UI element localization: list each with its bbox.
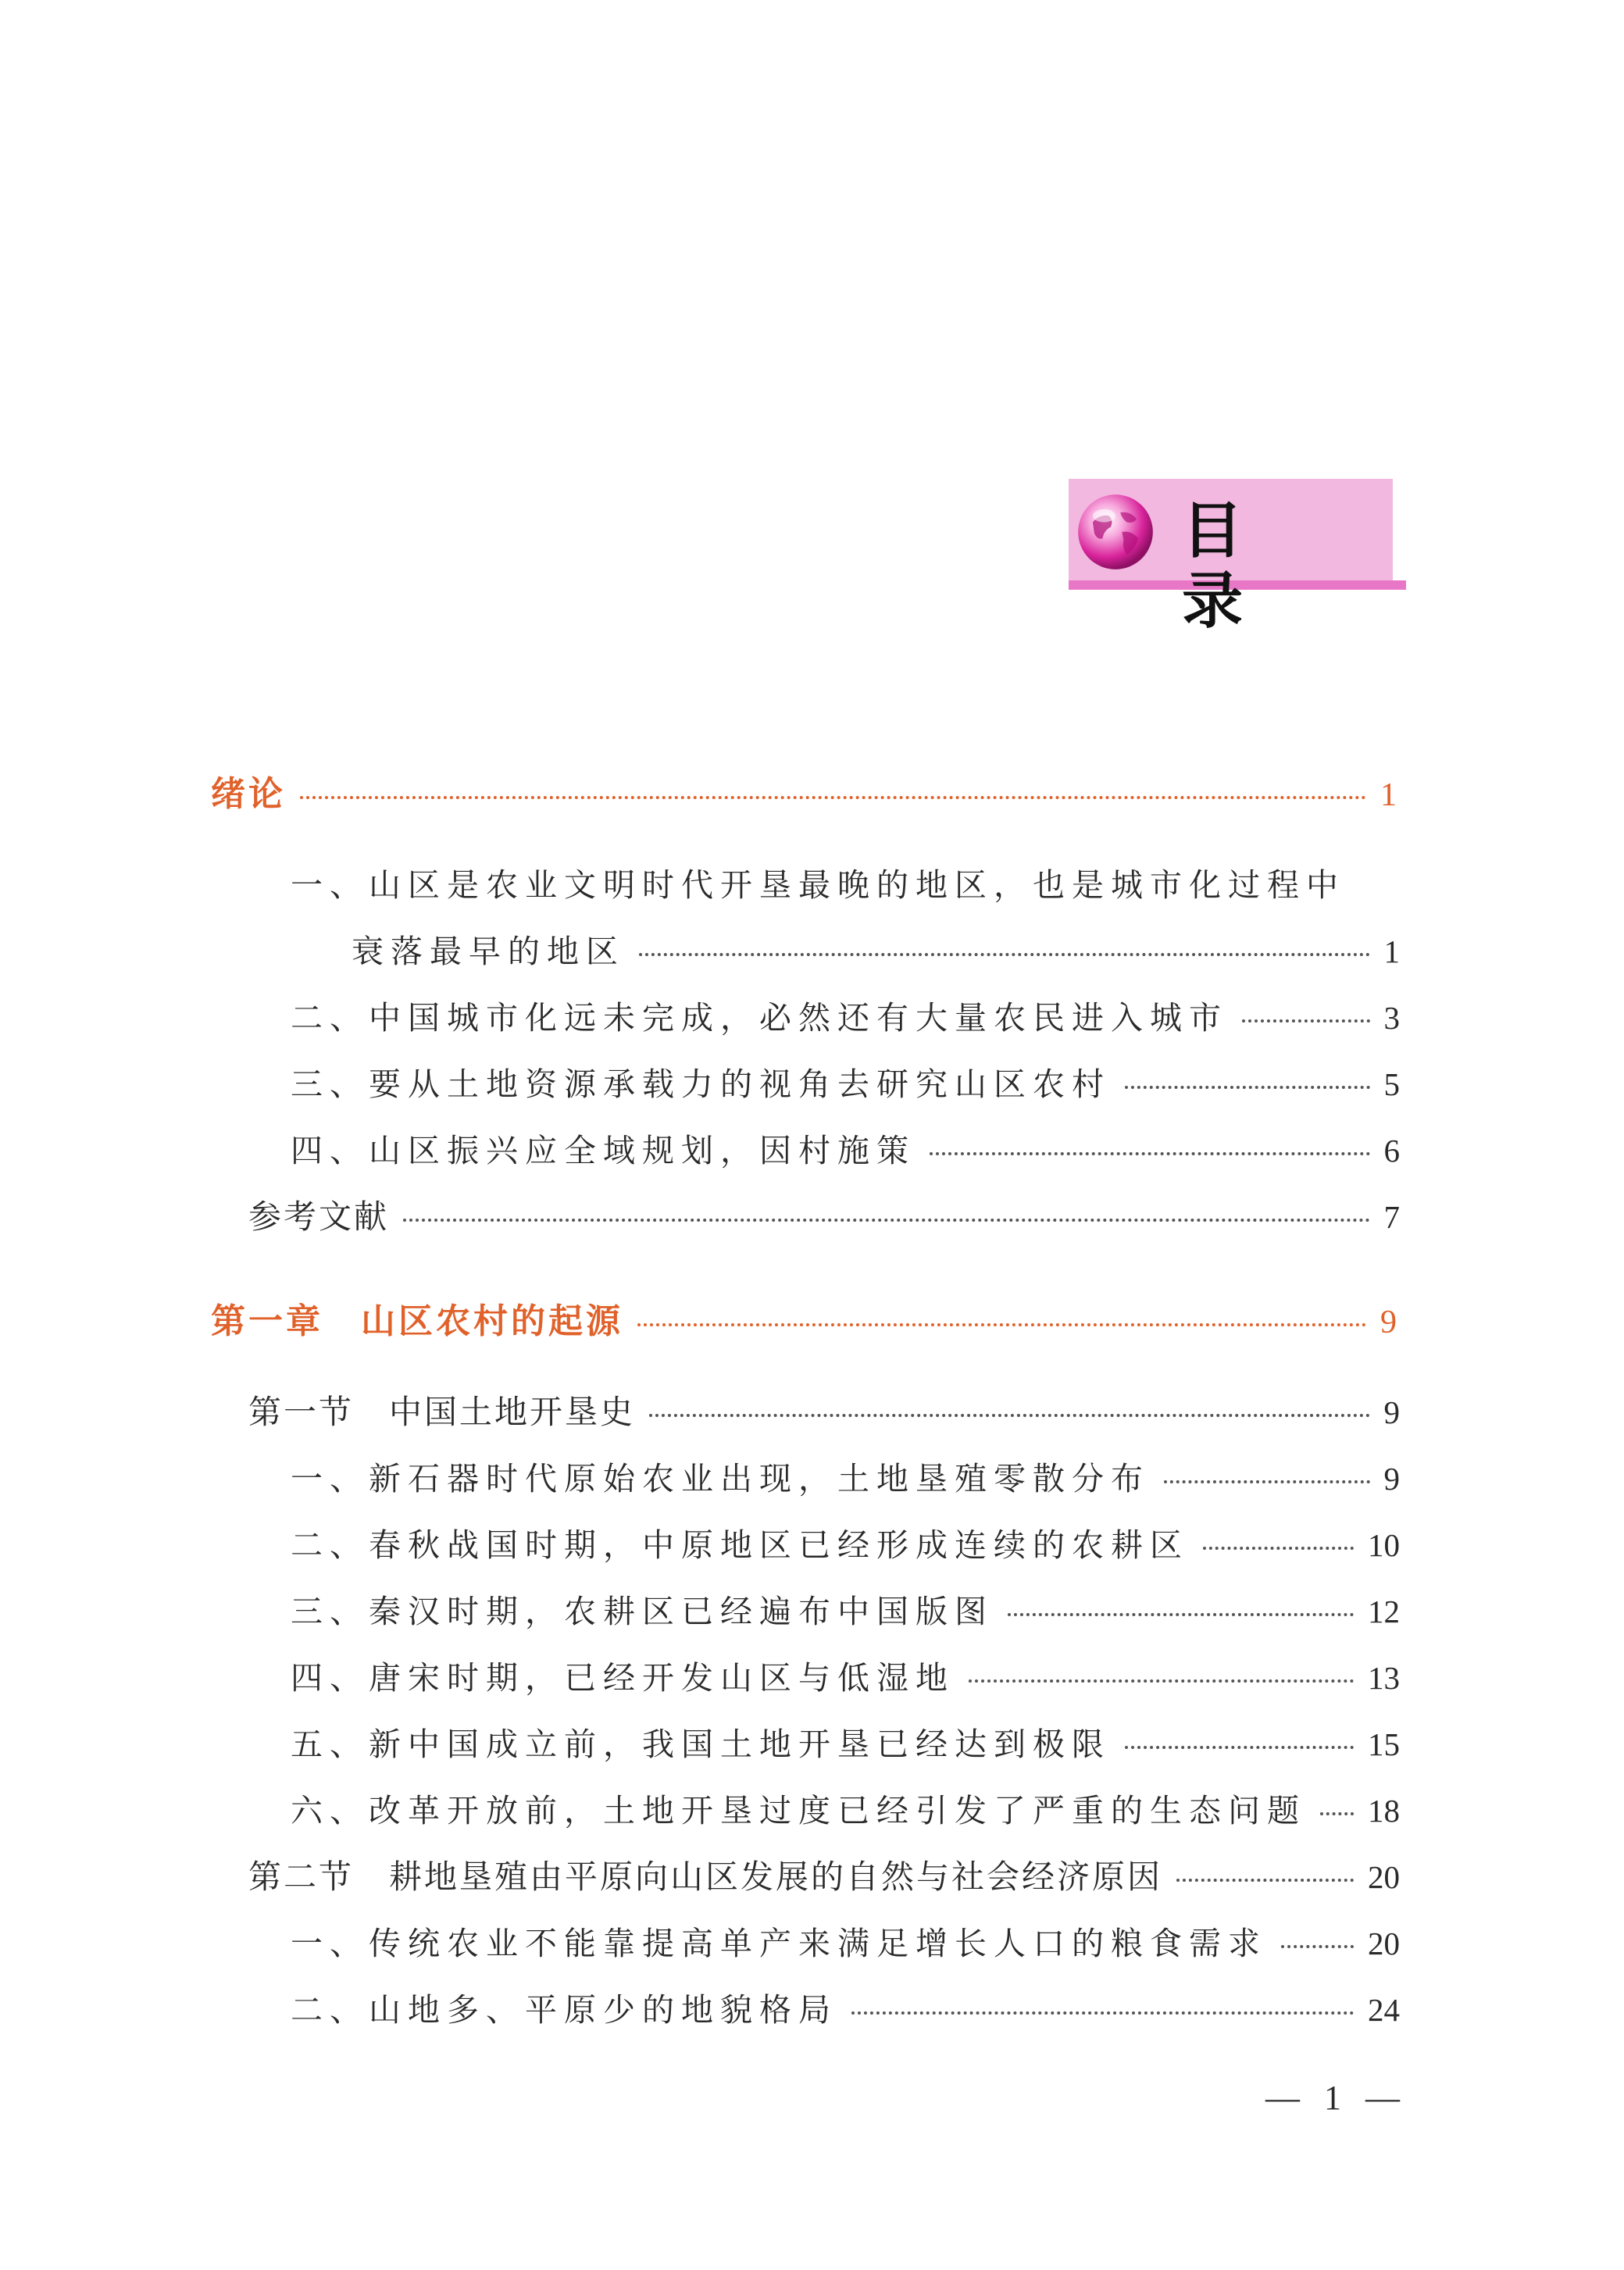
- dot-leader: [1164, 1480, 1370, 1483]
- toc-entry-s1-3[interactable]: [291, 1586, 1400, 1636]
- toc-entry-title: 二、中国城市化远未完成，必然还有大量农民进入城市: [291, 999, 1228, 1037]
- page-number: — 1 —: [1265, 2079, 1408, 2117]
- dot-leader: [1320, 1812, 1354, 1815]
- toc-entry-s1-1[interactable]: [291, 1453, 1400, 1503]
- toc-entry-title: 第二节 耕地垦殖由平原向山区发展的自然与社会经济原因: [248, 1858, 1163, 1896]
- toc-entry-intro-3[interactable]: [291, 1058, 1400, 1108]
- toc-entry-title: 三、要从土地资源承载力的视角去研究山区农村: [291, 1065, 1111, 1103]
- toc-entry-title: 四、山区振兴应全域规划，因村施策: [291, 1132, 916, 1169]
- dot-leader: [851, 2011, 1354, 2015]
- toc-entry-page: 6: [1383, 1133, 1400, 1169]
- toc-entry-title: 第一节 中国土地开垦史: [248, 1393, 636, 1431]
- toc-entry-page: 10: [1368, 1527, 1400, 1563]
- toc-entry-page: 9: [1383, 1461, 1400, 1497]
- toc-entry-intro[interactable]: [211, 766, 1400, 816]
- toc-entry-section-1[interactable]: [248, 1387, 1400, 1437]
- toc-header: [1069, 479, 1406, 637]
- toc-entry-page: 12: [1368, 1594, 1400, 1629]
- dot-leader: [1203, 1547, 1354, 1550]
- dot-leader: [300, 796, 1366, 799]
- toc-entry-intro-2[interactable]: [291, 992, 1400, 1042]
- toc-entry-page: 9: [1380, 1305, 1400, 1340]
- toc-entry-page: 24: [1368, 1992, 1400, 2028]
- toc-entry-s1-5[interactable]: [291, 1719, 1400, 1769]
- toc-entry-title: 四、唐宋时期，已经开发山区与低湿地: [291, 1659, 955, 1697]
- toc-entry-title: 二、山地多、平原少的地貌格局: [291, 1991, 837, 2029]
- dot-leader: [1242, 1019, 1370, 1023]
- toc-entry-chapter-1[interactable]: [211, 1293, 1400, 1343]
- toc-entry-s2-2[interactable]: [291, 1984, 1400, 2034]
- toc-entry-page: 9: [1383, 1394, 1400, 1430]
- toc-entry-page: 1: [1380, 777, 1400, 813]
- dot-leader: [969, 1679, 1354, 1683]
- dot-leader: [639, 953, 1370, 956]
- dot-leader: [1125, 1086, 1370, 1089]
- dot-leader: [1008, 1613, 1354, 1616]
- toc-entry-page: 20: [1368, 1926, 1400, 1961]
- toc-entry-title: 衰落最早的地区: [352, 933, 625, 970]
- toc-entry-page: 15: [1368, 1726, 1400, 1762]
- dot-leader: [1176, 1879, 1354, 1882]
- toc-entry-page: 3: [1383, 1000, 1400, 1036]
- dot-leader: [1125, 1746, 1354, 1749]
- toc-entry-page: 13: [1368, 1660, 1400, 1696]
- toc-entry-s1-4[interactable]: [291, 1652, 1400, 1702]
- toc-entry-title: 参考文献: [248, 1197, 390, 1236]
- toc-entry-page: 7: [1383, 1199, 1400, 1235]
- dot-leader: [403, 1219, 1369, 1222]
- dot-leader: [649, 1414, 1369, 1417]
- toc-entry-title: 五、新中国成立前，我国土地开垦已经达到极限: [291, 1726, 1111, 1763]
- dot-leader: [930, 1152, 1370, 1155]
- dot-leader: [637, 1323, 1366, 1326]
- toc-entry-page: 18: [1368, 1793, 1400, 1829]
- toc-entry-s1-6[interactable]: [291, 1785, 1400, 1835]
- toc-entry-page: 5: [1383, 1066, 1400, 1102]
- toc-entry-page: 1: [1383, 933, 1400, 969]
- toc-entry-intro-4[interactable]: [291, 1125, 1400, 1175]
- page-title: 目 录: [1182, 496, 1278, 637]
- toc-entry-title: 六、改革开放前，土地开垦过度已经引发了严重的生态问题: [291, 1792, 1306, 1829]
- toc-entry-title: 一、传统农业不能靠提高单产来满足增长人口的粮食需求: [291, 1925, 1267, 1962]
- toc-entry-title: 二、春秋战国时期，中原地区已经形成连续的农耕区: [291, 1526, 1189, 1564]
- toc-entry-title: 绪论: [211, 774, 286, 814]
- toc-entry-title: 一、新石器时代原始农业出现，土地垦殖零散分布: [291, 1460, 1150, 1497]
- toc-entry-s2-1[interactable]: [291, 1918, 1400, 1968]
- dot-leader: [1281, 1945, 1354, 1948]
- toc-entry-references[interactable]: [248, 1191, 1400, 1241]
- toc-entry-page: 20: [1368, 1859, 1400, 1895]
- toc-entry-section-2[interactable]: [248, 1851, 1400, 1901]
- toc-entry-intro-1-line1[interactable]: 一、山区是农业文明时代开垦最晚的地区，也是城市化过程中: [291, 866, 1345, 904]
- globe-icon: [1075, 491, 1156, 573]
- toc-entry-title: 三、秦汉时期，农耕区已经遍布中国版图: [291, 1593, 994, 1630]
- toc-entry-intro-1[interactable]: [352, 926, 1400, 976]
- toc-entry-title: 第一章 山区农村的起源: [211, 1301, 623, 1341]
- toc-entry-s1-2[interactable]: [291, 1519, 1400, 1569]
